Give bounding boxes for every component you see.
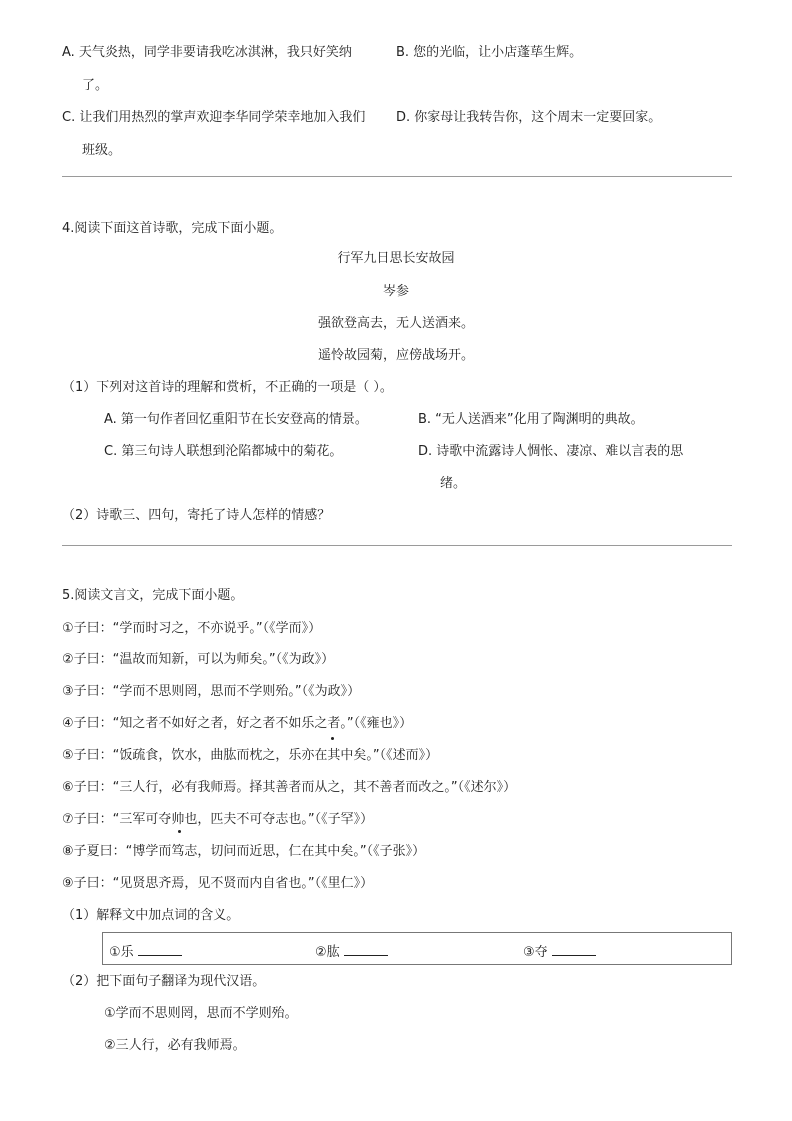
q4-option-d-line2: 绪。 xyxy=(440,476,467,491)
emphasis-dot xyxy=(331,737,334,740)
poem-author: 岑参 xyxy=(382,284,409,299)
q4-sub2: （2）诗歌三、四句，寄托了诗人怎样的情感？ xyxy=(62,508,331,523)
classical-line: ③子曰：“学而不思则罔，思而不学则殆。”（《为政》） xyxy=(62,684,361,699)
answer-box xyxy=(102,932,732,965)
blank-label: ③夺 xyxy=(523,945,548,960)
option-b: B. 您的光临，让小店蓬荜生辉。 xyxy=(396,45,583,60)
poem-line: 遥怜故园菊，应傍战场开。 xyxy=(317,348,474,363)
q4-sub1: （1）下列对这首诗的理解和赏析，不正确的一项是（ ）。 xyxy=(62,380,393,395)
blank-item-2 xyxy=(315,941,388,960)
answer-blank[interactable] xyxy=(344,943,388,956)
option-a-line2: 了。 xyxy=(82,78,109,93)
blank-item-3 xyxy=(523,941,596,960)
classical-line: ④子曰：“知之者不如好之者，好之者不如乐之者。”（《雍也》） xyxy=(62,716,413,731)
translation-item: ①学而不思则罔，思而不学则殆。 xyxy=(104,1006,298,1021)
q4-option-a: A. 第一句作者回忆重阳节在长安登高的情景。 xyxy=(104,412,368,427)
option-a-line1: A. 天气炎热，同学非要请我吃冰淇淋，我只好笑纳 xyxy=(62,45,352,60)
option-c-line1: C. 让我们用热烈的掌声欢迎李华同学荣幸地加入我们 xyxy=(62,110,366,125)
q4-option-c: C. 第三句诗人联想到沦陷都城中的菊花。 xyxy=(104,444,343,459)
q4-stem: 4.阅读下面这首诗歌，完成下面小题。 xyxy=(62,221,283,236)
classical-line: ⑦子曰：“三军可夺帅也，匹夫不可夺志也。”（《子罕》） xyxy=(62,812,374,827)
q4-option-b: B. “无人送酒来”化用了陶渊明的典故。 xyxy=(418,412,644,427)
poem-title: 行军九日思长安故园 xyxy=(337,251,455,266)
option-d: D. 你家母让我转告你，这个周末一定要回家。 xyxy=(396,110,662,125)
classical-line: ⑨子曰：“见贤思齐焉，见不贤而内自省也。”（《里仁》） xyxy=(62,876,374,891)
blank-item-1 xyxy=(109,941,182,960)
answer-blank[interactable] xyxy=(552,943,596,956)
q5-sub2: （2）把下面句子翻译为现代汉语。 xyxy=(62,974,266,989)
classical-line: ②子曰：“温故而知新，可以为师矣。”（《为政》） xyxy=(62,652,335,667)
option-c-line2: 班级。 xyxy=(82,143,122,158)
blank-label: ②肱 xyxy=(315,945,340,960)
q5-stem: 5.阅读文言文，完成下面小题。 xyxy=(62,588,244,603)
classical-line: ①子曰：“学而时习之，不亦说乎。”（《学而》） xyxy=(62,621,322,636)
translation-item: ②三人行，必有我师焉。 xyxy=(104,1038,246,1053)
emphasis-dot xyxy=(178,830,181,833)
answer-blank[interactable] xyxy=(138,943,182,956)
classical-line: ⑤子曰：“饭疏食，饮水，曲肱而枕之，乐亦在其中矣。”（《述而》） xyxy=(62,748,439,763)
q4-option-d-line1: D. 诗歌中流露诗人惆怅、凄凉、难以言表的思 xyxy=(418,444,684,459)
classical-line: ⑥子曰：“三人行，必有我师焉。择其善者而从之，其不善者而改之。”（《述尔》） xyxy=(62,780,517,795)
divider xyxy=(62,176,732,177)
poem-line: 强欲登高去，无人送酒来。 xyxy=(317,316,474,331)
q5-sub1: （1）解释文中加点词的含义。 xyxy=(62,908,240,923)
divider xyxy=(62,545,732,546)
blank-label: ①乐 xyxy=(109,945,134,960)
classical-line: ⑧子夏曰：“博学而笃志，切问而近思，仁在其中矣。”（《子张》） xyxy=(62,844,426,859)
